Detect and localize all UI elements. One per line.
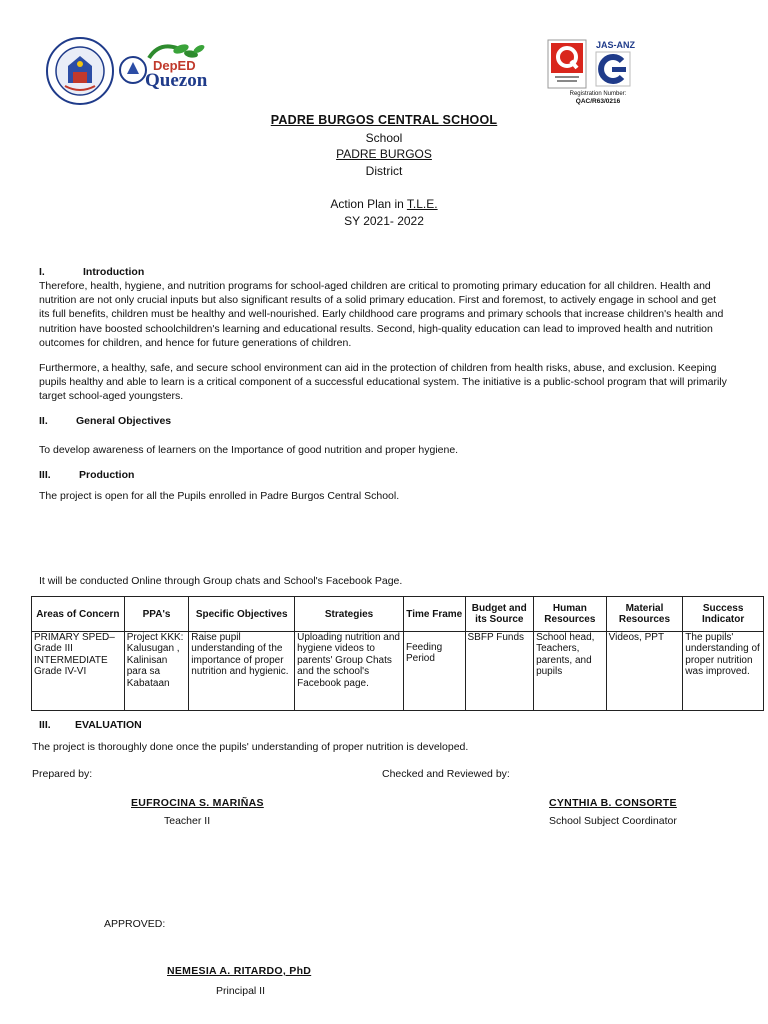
approved-title: Principal II bbox=[216, 985, 266, 997]
cell-material-resources: Videos, PPT bbox=[606, 632, 683, 711]
intro-paragraph-1: Therefore, health, hygiene, and nutrition programs for school-aged children are critical to promoting primary education for all children. Health and nutrition are not only crucial inputs but also significant results of a solid primary education. First and foremost, to actively engage in school and get its full benefits, children must be healthy and well-nourished. Early childhood care programs and primary schools that increase children's health and nutrition have boosted schoolchildren's learning and educational results. Second, high-quality education can lead to improved health and nutrition outcomes for children, and hence for future generations of children. bbox=[39, 280, 724, 349]
objectives-text: To develop awareness of learners on the Importance of good nutrition and proper hygiene. bbox=[39, 444, 459, 456]
intro-heading bbox=[39, 266, 144, 278]
cell-specific-objectives: Raise pupil understanding of the importance of proper nutrition and hygienic. bbox=[189, 632, 295, 711]
header-success-indicator: Success Indicator bbox=[683, 597, 764, 632]
header-human-resources: Human Resources bbox=[534, 597, 607, 632]
approved-name: NEMESIA A. RITARDO, PhD bbox=[167, 965, 312, 977]
deped-seal-logo bbox=[45, 36, 115, 106]
school-label: School bbox=[365, 131, 403, 145]
header-material-resources: Material Resources bbox=[606, 597, 683, 632]
evaluation-num: III. bbox=[39, 719, 51, 731]
table-header-row bbox=[32, 597, 764, 632]
district-name: PADRE BURGOS bbox=[336, 147, 432, 161]
evaluation-heading bbox=[39, 719, 142, 731]
production-title: Production bbox=[79, 469, 135, 481]
prepared-by-label: Prepared by: bbox=[32, 768, 93, 780]
header-areas-of-concern: Areas of Concern bbox=[32, 597, 125, 632]
jas-anz-logo bbox=[594, 39, 638, 89]
prepared-name: EUFROCINA S. MARIÑAS bbox=[131, 797, 264, 809]
plan-subject: T.L.E. bbox=[406, 197, 438, 211]
school-year: SY 2021- 2022 bbox=[344, 214, 424, 228]
header-time-frame: Time Frame bbox=[404, 597, 466, 632]
svg-text:DepED: DepED bbox=[153, 58, 196, 73]
approved-label: APPROVED: bbox=[104, 918, 166, 930]
deped-quezon-logo bbox=[119, 40, 209, 106]
prepared-title: Teacher II bbox=[164, 815, 211, 827]
svg-text:JAS-ANZ: JAS-ANZ bbox=[596, 40, 636, 50]
objectives-num: II. bbox=[39, 415, 48, 427]
registration-number: QAC/R63/0216 bbox=[575, 98, 621, 105]
checked-title: School Subject Coordinator bbox=[549, 815, 677, 827]
production-heading bbox=[39, 469, 134, 481]
plan-prefix: Action Plan in bbox=[330, 197, 407, 211]
production-text: The project is open for all the Pupils enrolled in Padre Burgos Central School. bbox=[39, 490, 400, 502]
plan-title bbox=[0, 197, 768, 211]
header-budget: Budget and its Source bbox=[465, 597, 534, 632]
district-label: District bbox=[365, 164, 403, 178]
registration-label: Registration Number: bbox=[569, 91, 627, 97]
cell-strategies: Uploading nutrition and hygiene videos to parents' Group Chats and the school's Facebook page. bbox=[295, 632, 404, 711]
cell-areas-of-concern: PRIMARY SPED–Grade III INTERMEDIATE Grade IV-VI bbox=[32, 632, 125, 711]
svg-text:Quezon: Quezon bbox=[145, 70, 208, 91]
cell-human-resources: School head, Teachers, parents, and pupils bbox=[534, 632, 607, 711]
intro-paragraph-2: Furthermore, a healthy, safe, and secure school environment can aid in the protection of children from health risks, abuse, and exclusion. Keeping pupils healthy and able to learn is a critical component of a successful educational system. The initiative is a public-school program that will primarily target school-aged youngsters. bbox=[39, 362, 727, 403]
cell-budget: SBFP Funds bbox=[465, 632, 534, 711]
header-strategies: Strategies bbox=[295, 597, 404, 632]
cell-ppas: Project KKK: Kalusugan , Kalinisan para sa Kabataan bbox=[124, 632, 189, 711]
intro-num: I. bbox=[39, 266, 45, 278]
cell-time-frame: Feeding Period bbox=[404, 632, 466, 711]
evaluation-text: The project is thoroughly done once the pupils' understanding of proper nutrition is developed. bbox=[32, 741, 469, 753]
action-plan-table bbox=[31, 596, 764, 711]
header-ppas: PPA's bbox=[124, 597, 189, 632]
objectives-heading bbox=[39, 415, 171, 427]
checked-name: CYNTHIA B. CONSORTE bbox=[549, 797, 677, 809]
intro-title: Introduction bbox=[83, 266, 145, 278]
online-note: It will be conducted Online through Group chats and School's Facebook Page. bbox=[39, 575, 403, 587]
checked-by-label: Checked and Reviewed by: bbox=[382, 768, 510, 780]
cell-success-indicator: The pupils' understanding of proper nutrition was improved. bbox=[683, 632, 764, 711]
table-row bbox=[32, 632, 764, 711]
quality-cert-logo bbox=[547, 39, 587, 89]
production-num: III. bbox=[39, 469, 51, 481]
evaluation-title: EVALUATION bbox=[75, 719, 142, 731]
objectives-title: General Objectives bbox=[76, 415, 172, 427]
header-specific-objectives: Specific Objectives bbox=[189, 597, 295, 632]
school-name: PADRE BURGOS CENTRAL SCHOOL bbox=[270, 113, 498, 127]
